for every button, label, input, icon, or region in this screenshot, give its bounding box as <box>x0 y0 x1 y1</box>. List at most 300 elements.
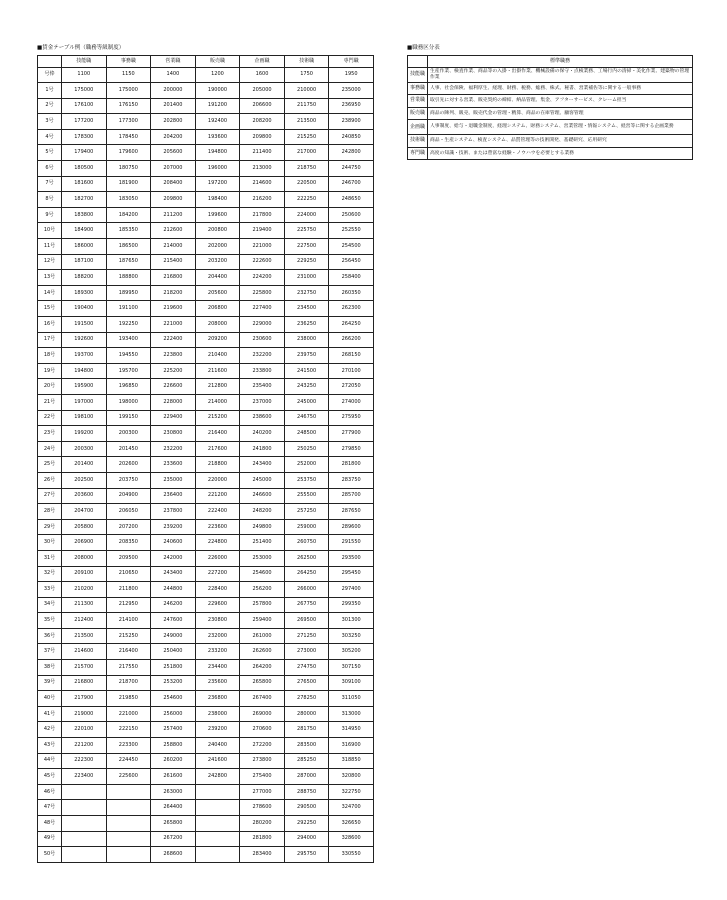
wage-cell: 258800 <box>151 738 196 754</box>
wage-cell: 215200 <box>195 410 240 426</box>
wage-cell: 1200 <box>195 67 240 83</box>
wage-cell: 320800 <box>329 769 374 785</box>
wage-cell: 266200 <box>329 332 374 348</box>
wage-cell: 222600 <box>240 254 285 270</box>
classification-row <box>408 120 693 135</box>
wage-cell: 313000 <box>329 706 374 722</box>
grade-cell: 12号 <box>38 254 62 270</box>
wage-cell: 175000 <box>62 83 107 99</box>
wage-cell: 226600 <box>151 379 196 395</box>
wage-cell: 324700 <box>329 800 374 816</box>
wage-cell: 326650 <box>329 816 374 832</box>
wage-cell: 229400 <box>151 410 196 426</box>
table-row <box>38 207 374 223</box>
job-category-name: 販売職 <box>408 107 428 120</box>
wage-cell: 274000 <box>329 394 374 410</box>
wage-cell: 240850 <box>329 129 374 145</box>
wage-cell: 215250 <box>284 129 329 145</box>
wage-cell: 185350 <box>106 223 151 239</box>
wage-cell: 193700 <box>62 348 107 364</box>
wage-cell: 217600 <box>195 441 240 457</box>
wage-cell: 212600 <box>151 223 196 239</box>
wage-cell: 214600 <box>62 644 107 660</box>
wage-cell: 214000 <box>195 394 240 410</box>
wage-cell: 222300 <box>62 753 107 769</box>
wage-cell: 259000 <box>284 519 329 535</box>
classification-row <box>408 107 693 120</box>
wage-cell: 277000 <box>240 784 285 800</box>
wage-cell: 218700 <box>106 675 151 691</box>
table-row <box>38 566 374 582</box>
wage-cell: 269000 <box>240 706 285 722</box>
wage-cell: 210650 <box>106 566 151 582</box>
wage-cell: 265800 <box>151 816 196 832</box>
wage-cell: 239200 <box>195 722 240 738</box>
wage-cell: 278600 <box>240 800 285 816</box>
wage-cell: 264400 <box>151 800 196 816</box>
table-row <box>38 114 374 130</box>
wage-cell: 204400 <box>195 270 240 286</box>
grade-cell: 6号 <box>38 161 62 177</box>
wage-table-title: ■賃金テーブル例（職務等級制度） <box>37 45 125 51</box>
wage-cell: 281800 <box>329 457 374 473</box>
table-row <box>38 753 374 769</box>
wage-cell: 248650 <box>329 192 374 208</box>
wage-cell: 237000 <box>240 394 285 410</box>
job-category-name: 企画職 <box>408 120 428 135</box>
wage-cell: 202500 <box>62 472 107 488</box>
wage-cell: 257250 <box>284 504 329 520</box>
table-row <box>38 301 374 317</box>
grade-cell: 37号 <box>38 644 62 660</box>
wage-cell: 199150 <box>106 410 151 426</box>
wage-cell: 207200 <box>106 519 151 535</box>
grade-cell: 42号 <box>38 722 62 738</box>
wage-cell: 307150 <box>329 660 374 676</box>
wage-cell: 197000 <box>62 394 107 410</box>
grade-cell: 41号 <box>38 706 62 722</box>
wage-cell: 299350 <box>329 597 374 613</box>
wage-cell: 195900 <box>62 379 107 395</box>
classification-row <box>408 147 693 160</box>
wage-cell: 212800 <box>195 379 240 395</box>
wage-cell: 専門職 <box>329 56 374 68</box>
table-row <box>38 254 374 270</box>
grade-cell: 20号 <box>38 379 62 395</box>
wage-cell: 226000 <box>195 550 240 566</box>
wage-cell <box>195 784 240 800</box>
wage-cell: 221200 <box>62 738 107 754</box>
wage-cell: 208350 <box>106 535 151 551</box>
wage-cell: 250400 <box>151 644 196 660</box>
grade-cell: 16号 <box>38 317 62 333</box>
wage-cell: 293500 <box>329 550 374 566</box>
wage-cell: 244750 <box>329 161 374 177</box>
wage-cell: 178300 <box>62 129 107 145</box>
classification-table-title: ■職務区分表 <box>407 45 440 51</box>
grade-cell: 24号 <box>38 441 62 457</box>
table-row <box>38 457 374 473</box>
wage-cell: 225600 <box>106 769 151 785</box>
wage-cell: 289600 <box>329 519 374 535</box>
table-row <box>38 550 374 566</box>
grade-cell: 47号 <box>38 800 62 816</box>
wage-cell: 260750 <box>284 535 329 551</box>
wage-cell: 180750 <box>106 161 151 177</box>
job-category-description: 取引先に対する営業、販売契約の締結、納品管理、集金、アフターサービス、クレーム担当 <box>428 95 693 108</box>
wage-cell: 209500 <box>106 550 151 566</box>
table-row <box>38 270 374 286</box>
wage-cell: 232200 <box>240 348 285 364</box>
wage-cell: 200800 <box>195 223 240 239</box>
wage-cell: 200000 <box>151 83 196 99</box>
wage-cell: 216400 <box>106 644 151 660</box>
wage-cell: 275950 <box>329 410 374 426</box>
wage-cell: 261000 <box>240 628 285 644</box>
table-row <box>38 176 374 192</box>
wage-cell: 277900 <box>329 426 374 442</box>
wage-cell: 322750 <box>329 784 374 800</box>
wage-cell: 275400 <box>240 769 285 785</box>
wage-cell: 217550 <box>106 660 151 676</box>
grade-cell: 7号 <box>38 176 62 192</box>
table-row <box>38 472 374 488</box>
wage-cell: 213500 <box>62 628 107 644</box>
wage-cell: 279850 <box>329 441 374 457</box>
wage-cell: 232200 <box>151 441 196 457</box>
wage-cell: 219400 <box>240 223 285 239</box>
wage-cell: 191100 <box>106 301 151 317</box>
table-row <box>38 847 374 863</box>
wage-cell: 251400 <box>240 535 285 551</box>
wage-table <box>37 55 374 863</box>
wage-cell: 233200 <box>195 644 240 660</box>
wage-cell: 224200 <box>240 270 285 286</box>
wage-cell: 227500 <box>284 239 329 255</box>
table-row <box>38 83 374 99</box>
wage-cell: 272050 <box>329 379 374 395</box>
table-row <box>38 706 374 722</box>
wage-cell: 273800 <box>240 753 285 769</box>
wage-cell: 210200 <box>62 582 107 598</box>
wage-cell: 257400 <box>151 722 196 738</box>
table-row <box>38 597 374 613</box>
grade-cell: 1号 <box>38 83 62 99</box>
wage-cell: 314950 <box>329 722 374 738</box>
wage-cell: 211300 <box>62 597 107 613</box>
grade-cell: 8号 <box>38 192 62 208</box>
wage-cell: 283400 <box>240 847 285 863</box>
grade-cell: 44号 <box>38 753 62 769</box>
grade-cell: 15号 <box>38 301 62 317</box>
wage-pitch-row <box>38 67 374 83</box>
wage-cell: 222250 <box>284 192 329 208</box>
grade-cell: 27号 <box>38 488 62 504</box>
wage-cell: 220100 <box>62 722 107 738</box>
wage-cell: 240400 <box>195 738 240 754</box>
wage-cell: 230800 <box>151 426 196 442</box>
wage-cell <box>62 847 107 863</box>
wage-cell: 260200 <box>151 753 196 769</box>
wage-cell: 246200 <box>151 597 196 613</box>
grade-cell: 3号 <box>38 114 62 130</box>
wage-cell: 287000 <box>284 769 329 785</box>
wage-cell: 217800 <box>240 207 285 223</box>
wage-cell: 305200 <box>329 644 374 660</box>
wage-cell: 209100 <box>62 566 107 582</box>
wage-cell <box>106 816 151 832</box>
wage-cell: 221000 <box>106 706 151 722</box>
wage-cell: 200300 <box>62 441 107 457</box>
wage-cell: 233800 <box>240 363 285 379</box>
wage-cell: 241600 <box>195 753 240 769</box>
wage-cell: 261600 <box>151 769 196 785</box>
wage-cell: 239750 <box>284 348 329 364</box>
wage-cell: 1600 <box>240 67 285 83</box>
table-row <box>38 519 374 535</box>
wage-cell: 236250 <box>284 317 329 333</box>
table-row <box>38 145 374 161</box>
wage-cell: 230600 <box>240 332 285 348</box>
wage-cell: 201400 <box>151 98 196 114</box>
grade-cell: 48号 <box>38 816 62 832</box>
table-row <box>38 535 374 551</box>
wage-cell: 233600 <box>151 457 196 473</box>
wage-cell: 202000 <box>195 239 240 255</box>
wage-cell: 1150 <box>106 67 151 83</box>
wage-cell: 205600 <box>151 145 196 161</box>
grade-cell: 22号 <box>38 410 62 426</box>
job-category-name: 技能職 <box>408 67 428 82</box>
wage-cell: 203750 <box>106 472 151 488</box>
wage-cell: 202800 <box>151 114 196 130</box>
job-category-name: 技術職 <box>408 135 428 148</box>
wage-cell <box>195 831 240 847</box>
job-category-name: 専門職 <box>408 147 428 160</box>
wage-cell: 209800 <box>240 129 285 145</box>
wage-cell: 283750 <box>329 472 374 488</box>
table-row <box>38 691 374 707</box>
wage-cell: 176150 <box>106 98 151 114</box>
table-row <box>38 98 374 114</box>
grade-cell: 38号 <box>38 660 62 676</box>
wage-cell: 228400 <box>195 582 240 598</box>
classification-table <box>407 55 693 160</box>
wage-cell: 192400 <box>195 114 240 130</box>
wage-cell: 232750 <box>284 285 329 301</box>
wage-cell: 242800 <box>329 145 374 161</box>
grade-cell: 26号 <box>38 472 62 488</box>
table-row <box>38 223 374 239</box>
wage-cell: 198400 <box>195 192 240 208</box>
wage-cell: 269500 <box>284 613 329 629</box>
wage-cell: 203600 <box>62 488 107 504</box>
wage-cell: 243400 <box>240 457 285 473</box>
grade-cell: 43号 <box>38 738 62 754</box>
wage-cell: 184900 <box>62 223 107 239</box>
wage-cell: 販売職 <box>195 56 240 68</box>
wage-cell: 214100 <box>106 613 151 629</box>
grade-cell: 30号 <box>38 535 62 551</box>
wage-cell: 206800 <box>195 301 240 317</box>
wage-cell: 242800 <box>195 769 240 785</box>
wage-cell: 238600 <box>240 410 285 426</box>
wage-cell: 225200 <box>151 363 196 379</box>
wage-cell: 217900 <box>62 691 107 707</box>
wage-cell: 199200 <box>62 426 107 442</box>
wage-cell: 206900 <box>62 535 107 551</box>
wage-cell: 232000 <box>195 628 240 644</box>
wage-cell: 企画職 <box>240 56 285 68</box>
wage-cell: 215700 <box>62 660 107 676</box>
wage-cell: 211600 <box>195 363 240 379</box>
wage-cell: 318850 <box>329 753 374 769</box>
wage-cell: 223800 <box>151 348 196 364</box>
table-row <box>38 285 374 301</box>
wage-cell: 249000 <box>151 628 196 644</box>
wage-cell: 262500 <box>284 550 329 566</box>
wage-cell: 234500 <box>284 301 329 317</box>
wage-cell: 238000 <box>195 706 240 722</box>
wage-cell: 181900 <box>106 176 151 192</box>
table-row <box>38 831 374 847</box>
wage-cell: 204700 <box>62 504 107 520</box>
wage-cell: 206600 <box>240 98 285 114</box>
wage-cell: 201400 <box>62 457 107 473</box>
grade-cell: 17号 <box>38 332 62 348</box>
wage-cell: 221000 <box>240 239 285 255</box>
wage-cell: 212950 <box>106 597 151 613</box>
wage-cell: 297400 <box>329 582 374 598</box>
grade-cell: 9号 <box>38 207 62 223</box>
wage-cell: 235000 <box>329 83 374 99</box>
wage-cell: 216400 <box>195 426 240 442</box>
wage-cell: 214000 <box>151 239 196 255</box>
grade-cell: 49号 <box>38 831 62 847</box>
wage-cell: 営業職 <box>151 56 196 68</box>
wage-cell: 266000 <box>284 582 329 598</box>
classification-row <box>408 67 693 82</box>
wage-cell: 技術職 <box>284 56 329 68</box>
wage-cell: 213500 <box>284 114 329 130</box>
grade-cell: 31号 <box>38 550 62 566</box>
table-row <box>38 129 374 145</box>
wage-cell: 283500 <box>284 738 329 754</box>
wage-cell: 263000 <box>151 784 196 800</box>
wage-cell: 221000 <box>151 317 196 333</box>
wage-cell: 290500 <box>284 800 329 816</box>
table-row <box>38 348 374 364</box>
wage-cell: 236400 <box>151 488 196 504</box>
classification-row <box>408 135 693 148</box>
wage-cell: 191500 <box>62 317 107 333</box>
wage-cell: 280200 <box>240 816 285 832</box>
wage-cell: 205800 <box>62 519 107 535</box>
classification-header-label: 標準職務 <box>428 56 693 68</box>
wage-cell: 227400 <box>240 301 285 317</box>
wage-cell: 201450 <box>106 441 151 457</box>
wage-cell: 256200 <box>240 582 285 598</box>
wage-cell: 189300 <box>62 285 107 301</box>
wage-cell: 228000 <box>151 394 196 410</box>
table-row <box>38 363 374 379</box>
job-category-name: 営業職 <box>408 95 428 108</box>
wage-cell: 210000 <box>284 83 329 99</box>
wage-cell: 281800 <box>240 831 285 847</box>
wage-cell: 175000 <box>106 83 151 99</box>
wage-cell: 255500 <box>284 488 329 504</box>
wage-cell: 216800 <box>62 675 107 691</box>
wage-cell <box>106 847 151 863</box>
wage-cell: 191200 <box>195 98 240 114</box>
wage-cell: 229600 <box>195 597 240 613</box>
wage-cell: 206050 <box>106 504 151 520</box>
wage-cell: 264250 <box>329 317 374 333</box>
classification-row <box>408 82 693 95</box>
wage-cell: 220500 <box>284 176 329 192</box>
grade-cell: 36号 <box>38 628 62 644</box>
wage-cell: 253200 <box>151 675 196 691</box>
wage-cell: 205000 <box>240 83 285 99</box>
grade-cell: 18号 <box>38 348 62 364</box>
wage-cell: 240200 <box>240 426 285 442</box>
wage-cell: 245000 <box>284 394 329 410</box>
wage-cell: 222400 <box>151 332 196 348</box>
job-category-description: 人事、社会保険、福利厚生、経理、財務、税務、総務、株式、秘書、営業補佐等に関する一般事務 <box>428 82 693 95</box>
wage-cell: 285250 <box>284 753 329 769</box>
wage-cell: 179600 <box>106 145 151 161</box>
wage-cell: 241800 <box>240 441 285 457</box>
wage-cell: 227200 <box>195 566 240 582</box>
job-category-description: 商品の陳列、販売、販売代金の管理・精算、商品の在庫管理、顧客管理 <box>428 107 693 120</box>
wage-cell: 204200 <box>151 129 196 145</box>
wage-cell: 224450 <box>106 753 151 769</box>
wage-cell: 210400 <box>195 348 240 364</box>
wage-cell: 200300 <box>106 426 151 442</box>
wage-cell: 188800 <box>106 270 151 286</box>
wage-cell: 268600 <box>151 847 196 863</box>
grade-cell: 35号 <box>38 613 62 629</box>
wage-cell: 258400 <box>329 270 374 286</box>
table-row <box>38 582 374 598</box>
wage-cell: 240600 <box>151 535 196 551</box>
wage-cell: 280000 <box>284 706 329 722</box>
wage-cell: 278250 <box>284 691 329 707</box>
wage-cell: 268150 <box>329 348 374 364</box>
wage-cell: 256450 <box>329 254 374 270</box>
wage-cell: 224800 <box>195 535 240 551</box>
wage-cell: 260350 <box>329 285 374 301</box>
wage-cell: 238900 <box>329 114 374 130</box>
grade-cell: 39号 <box>38 675 62 691</box>
wage-cell: 257800 <box>240 597 285 613</box>
classification-header-row <box>408 56 693 68</box>
grade-cell: 45号 <box>38 769 62 785</box>
grade-cell: 13号 <box>38 270 62 286</box>
wage-cell: 270100 <box>329 363 374 379</box>
wage-cell: 220000 <box>195 472 240 488</box>
wage-cell: 技能職 <box>62 56 107 68</box>
wage-cell: 183800 <box>62 207 107 223</box>
wage-cell: 267750 <box>284 597 329 613</box>
wage-cell: 295750 <box>284 847 329 863</box>
wage-cell: 246700 <box>329 176 374 192</box>
table-row <box>38 239 374 255</box>
wage-cell: 1400 <box>151 67 196 83</box>
wage-cell: 216800 <box>151 270 196 286</box>
wage-cell: 270600 <box>240 722 285 738</box>
wage-cell: 194550 <box>106 348 151 364</box>
